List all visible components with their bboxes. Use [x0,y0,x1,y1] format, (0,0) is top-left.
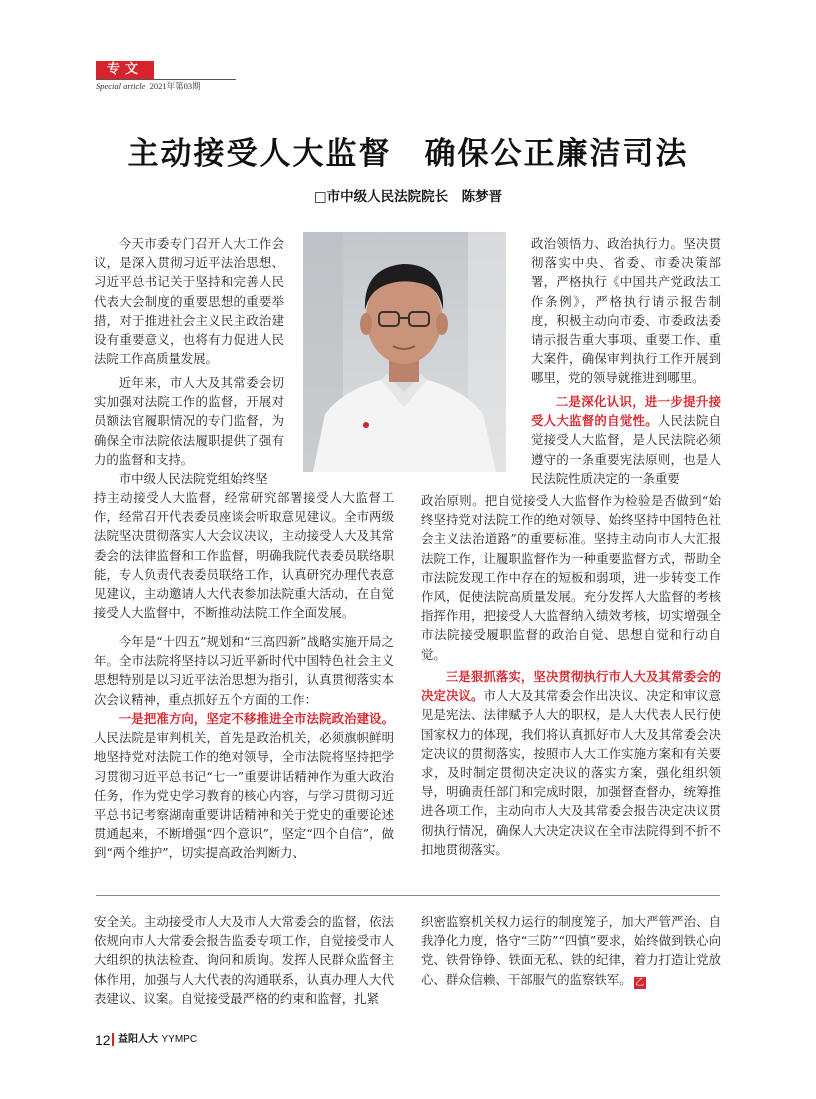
author-photo [303,232,506,472]
point-three-body: 市人大及其常委会作出决议、决定和审议意见是宪法、法律赋予人大的职权，是人大代表人民行使国家权力的体现，我们将认真抓好市人大及其常委会决定决议的贯彻落实，按照市人大工作实施方案和有关要求，及时制定贯彻决定决议的落实方案，强化组织领导，明确责任部门和完成时限，加强督查督办，统筹推进各项工作，主动向市人大及其常委会报告决定决议贯彻执行情况，确保人大决定决议在全市法院得到不折不扣地贯彻落实。 [421,688,722,857]
section-tab: 专文 [96,61,154,79]
point-two-body-a: 人民法院自觉接受人大监督，是人民法院必须遵守的一条重要宪法原则，也是人民法院性质决定的一条重要 [531,413,722,486]
point-two-heading: 二是深化认识，进一步提升接受人大监督的自觉性。 [531,394,721,429]
portrait-illustration [303,232,506,472]
header-meta [96,81,201,92]
magazine-name [118,1033,197,1047]
magazine-code: YYMPC [161,1034,198,1045]
magazine-title: 益阳人大 [118,1034,158,1045]
paragraph-bottom-left: 安全关。主动接受市人大及市人大常委会的监督，依法依规向市人大常委会报告监委专项工作，自觉接受市人大组织的执法检查、询问和质询。发挥人民群众监督主体作用，加强与人大代表的沟通联系，认真办理人大代表建议、议案。自觉接受最严格的约束和监督，扎紧 [94,914,394,1006]
paragraph-recent-years: 近年来，市人大及其常委会切实加强对法院工作的监督，开展对员额法官履职情况的专门监督，为确保全市法院依法履职提供了强有力的监督和支持。 [94,375,284,467]
point-one-heading: 一是把准方向，坚定不移推进全市法院政治建设。 [118,711,394,726]
paragraph-political-continuation: 政治领悟力、政治执行力。坚决贯彻落实中央、省委、市委决策部署，严格执行《中国共产党政法工作条例》，严格执行请示报告制度，积极主动向市委、市委政法委请示报告重大事项、重要工作、重大案件，确保审判执行工作开展到哪里，党的领导就推进到哪里。 [531,236,721,386]
paragraph-party-group-start: 市中级人民法院党组始终坚 [118,471,268,486]
paragraph-point-two [531,392,721,488]
paragraph-intro: 今天市委专门召开人大工作会议，是深入贯彻习近平法治思想、习近平总书记关于坚持和完善人民代表大会制度的重要思想的重要举措，对于推进社会主义民主政治建设有重要意义，也将有力促进人民法院工作高质量发展。 [94,236,284,367]
paragraph-point-one [94,709,394,863]
article-title: 主动接受人大监督 确保公正廉洁司法 [127,136,689,172]
article-byline: □市中级人民法院院长 陈梦晋 [313,189,503,205]
section-divider [96,895,720,896]
point-three-heading: 三是狠抓落实，坚决贯彻执行市人大及其常委会的决定决议。 [421,669,721,704]
paragraph-point-three [421,667,721,859]
paragraph-this-year: 今年是“十四五”规划和“三高四新”战略实施开局之年。全市法院将坚持以习近平新时代中国特色社会主义思想特别是以习近平法治思想为指引，认真贯彻落实本次会议精神，重点抓好五个方面的工作： [94,634,394,707]
header-rule [96,79,236,80]
section-english-label: Special article [96,81,146,91]
bottom-right-text: 织密监察机关权力运行的制度笼子，加大严管严治、自我净化力度，恪守“三防”“四慎”要求，始终做到铁心向党、铁骨铮铮、铁面无私、铁的纪律，着力打造让党放心、群众信赖、干部服气的监察铁军。 [421,914,721,987]
end-mark-icon: 乙 [635,977,645,988]
issue-label: 2021年第03期 [149,81,201,91]
paragraph-party-group: 持主动接受人大监督，经常研究部署接受人大监督工作，经常召开代表委员座谈会听取意见建议。全市两级法院坚决贯彻落实人大会议决议，主动接受人大及其常委会的法律监督和工作监督，明确我院代表委员联络职能，专人负责代表委员联络工作，认真研究办理代表意见建议，主动邀请人大代表参加法院重大活动，在自觉接受人大监督中，不断推动法院工作全面发展。 [94,490,394,621]
point-one-body: 人民法院是审判机关，首先是政治机关，必须旗帜鲜明地坚持党对法院工作的绝对领导，全市法院将坚持把学习贯彻习近平总书记“七一”重要讲话精神作为重大政治任务，作为党史学习教育的核心内容，与学习贯彻习近平总书记考察湖南重要讲话精神和关于党史的重要论述贯通起来，不断增强“四个意识”，坚定“四个自信”，做到“两个维护”，切实提高政治判断力、 [94,730,394,861]
footer-accent-bar [112,1033,114,1046]
paragraph-bottom-right [421,912,721,989]
page-number: 12 [95,1032,111,1048]
paragraph-point-two-continued: 政治原则。把自觉接受人大监督作为检验是否做到“始终坚持党对法院工作的绝对领导、始终坚持中国特色社会主义法治道路”的重要标准。坚持主动向市人大汇报法院工作，让履职监督作为一种重要监督方式，帮助全市法院发现工作中存在的短板和弱项，进一步转变工作作风，促使法院高质量发展。充分发挥人大监督的考核指挥作用，把接受人大监督纳入绩效考核，切实增强全市法院接受履职监督的政治自觉、思想自觉和行动自觉。 [421,493,721,662]
